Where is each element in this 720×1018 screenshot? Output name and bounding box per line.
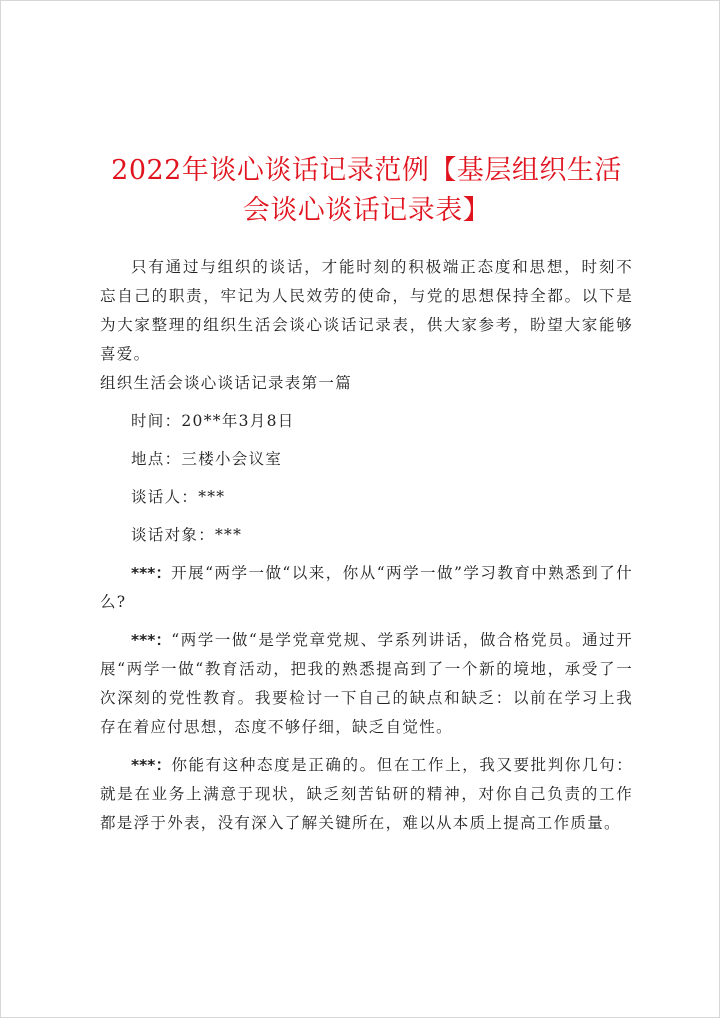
dialogue-text: “两学一做“是学党章党规、学系列讲话，做合格党员。通过开展“两学一做“教育活动，把我的熟悉提高到了一个新的境地，承受了一次深刻的党性教育。我要检讨一下自己的缺点和缺乏：以前在学习上我存在着应付思想，态度不够仔细，缺乏自觉性。 bbox=[100, 631, 633, 736]
intro-paragraph: 只有通过与组织的谈话，才能时刻的积极端正态度和思想，时刻不忘自己的职责，牢记为人民效劳的使命，与党的思想保持全都。以下是为大家整理的组织生活会谈心谈话记录表，供大家参考，盼望大家能够喜爱。 bbox=[100, 258, 633, 363]
meeting-place: 地点：三楼小会议室 bbox=[131, 450, 283, 468]
document-body bbox=[100, 151, 633, 847]
section-heading: 组织生活会谈心谈话记录表第一篇 bbox=[100, 374, 353, 392]
dialogue-speaker: ***： bbox=[131, 564, 172, 582]
document-title: 2022年谈心谈话记录范例【基层组织生活会谈心谈话记录表】 bbox=[111, 155, 622, 226]
meeting-time: 时间：20**年3月8日 bbox=[131, 412, 295, 430]
dialogue-speaker: ***： bbox=[131, 631, 172, 649]
dialogue-text: 开展“两学一做“以来，你从“两学一做”学习教育中熟悉到了什么? bbox=[100, 564, 633, 611]
dialogue-speaker: ***： bbox=[131, 756, 172, 774]
dialogue-paragraph bbox=[100, 751, 633, 838]
meeting-target: 谈话对象：*** bbox=[131, 526, 243, 544]
dialogue-paragraph bbox=[100, 559, 633, 617]
meeting-speaker: 谈话人：*** bbox=[131, 488, 226, 506]
dialogue-paragraph bbox=[100, 626, 633, 742]
dialogue-text: 你能有这种态度是正确的。但在工作上，我又要批判你几句：就是在业务上满意于现状，缺乏刻苦钻研的精神，对你自己负责的工作都是浮于外表，没有深入了解关键所在，难以从本质上提高工作质量。 bbox=[100, 756, 633, 832]
